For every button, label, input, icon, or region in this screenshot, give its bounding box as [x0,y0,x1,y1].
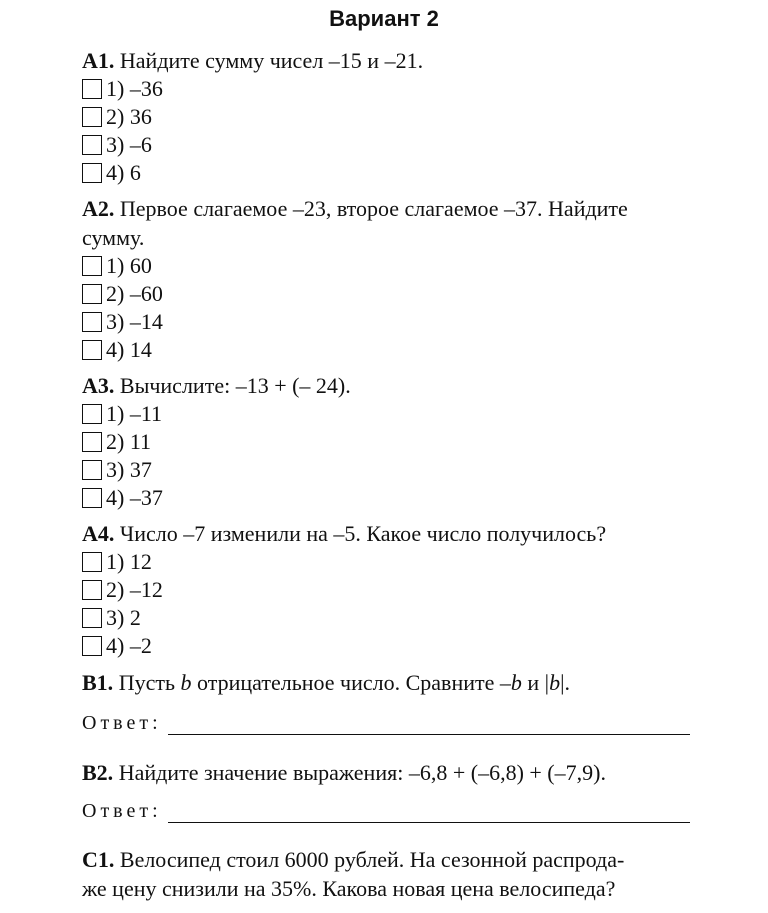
question-number: С1. [82,847,115,872]
a4-option-4[interactable] [82,634,152,658]
b1-answer-row [82,708,690,735]
a1-option-2[interactable] [82,105,152,129]
checkbox[interactable] [82,488,102,508]
question-a3 [82,371,702,400]
answer-label: Ответ: [82,712,162,734]
checkbox[interactable] [82,163,102,183]
option-label: 3) –6 [106,132,152,157]
option-label: 4) 14 [106,337,152,362]
checkbox[interactable] [82,135,102,155]
question-text-pre: Пусть [118,670,181,695]
question-text: Вычислите: –13 + (– 24). [119,373,351,398]
checkbox[interactable] [82,552,102,572]
question-b2 [82,758,702,787]
a1-option-3[interactable] [82,133,152,157]
a1-option-4[interactable] [82,161,141,185]
option-label: 1) 12 [106,549,152,574]
answer-label: Ответ: [82,800,162,822]
checkbox[interactable] [82,312,102,332]
variable-b: b [180,670,192,695]
option-label: 2) –60 [106,281,163,306]
a1-option-1[interactable] [82,77,163,101]
question-c1 [82,845,702,903]
a2-option-1[interactable] [82,254,152,278]
question-number: В1. [82,670,114,695]
question-a1 [82,46,702,75]
question-a4 [82,519,702,548]
question-a2 [82,194,702,252]
checkbox[interactable] [82,107,102,127]
question-text-end: |. [560,670,570,695]
option-label: 4) –37 [106,485,163,510]
question-text-cont: же цену снизили на 35%. Какова новая цена велосипеда? [82,876,616,901]
checkbox[interactable] [82,636,102,656]
option-label: 2) 11 [106,429,152,454]
option-label: 1) –11 [106,401,163,426]
checkbox[interactable] [82,79,102,99]
checkbox[interactable] [82,284,102,304]
checkbox[interactable] [82,404,102,424]
a3-option-4[interactable] [82,486,163,510]
variable-b: b [510,670,522,695]
option-label: 4) 6 [106,160,141,185]
checkbox[interactable] [82,580,102,600]
option-label: 1) –36 [106,76,163,101]
question-b1 [82,668,702,697]
question-text: Число –7 изменили на –5. Какое число получилось? [119,521,607,546]
question-number: А2. [82,196,115,221]
a2-option-2[interactable] [82,282,163,306]
question-text-mid: отрицательное число. Сравните – [191,670,511,695]
option-label: 3) 2 [106,605,141,630]
checkbox[interactable] [82,340,102,360]
a4-option-2[interactable] [82,578,163,602]
b1-answer-input[interactable] [168,708,690,735]
a2-option-4[interactable] [82,338,152,362]
checkbox[interactable] [82,460,102,480]
a3-option-3[interactable] [82,458,152,482]
option-label: 3) –14 [106,309,163,334]
question-text: Найдите значение выражения: –6,8 + (–6,8) + (–7,9). [118,760,606,785]
question-text: Первое слагаемое –23, второе слагаемое –37. Найдите [119,196,628,221]
checkbox[interactable] [82,432,102,452]
question-text-post: и | [521,670,550,695]
a2-option-3[interactable] [82,310,163,334]
a4-option-1[interactable] [82,550,152,574]
question-number: А3. [82,373,115,398]
question-text-cont: сумму. [82,225,145,250]
a3-option-2[interactable] [82,430,151,454]
checkbox[interactable] [82,256,102,276]
a3-option-1[interactable] [82,402,162,426]
a4-option-3[interactable] [82,606,141,630]
page-title: Вариант 2 [329,6,439,31]
question-number: А4. [82,521,115,546]
option-label: 4) –2 [106,633,152,658]
question-text: Найдите сумму чисел –15 и –21. [119,48,424,73]
option-label: 2) 36 [106,104,152,129]
option-label: 3) 37 [106,457,152,482]
question-text: Велосипед стоил 6000 рублей. На сезонной распрода- [119,847,625,872]
question-number: В2. [82,760,114,785]
option-label: 2) –12 [106,577,163,602]
checkbox[interactable] [82,608,102,628]
question-number: А1. [82,48,115,73]
option-label: 1) 60 [106,253,152,278]
b2-answer-input[interactable] [168,796,690,823]
variable-b: b [549,670,561,695]
b2-answer-row [82,796,690,823]
